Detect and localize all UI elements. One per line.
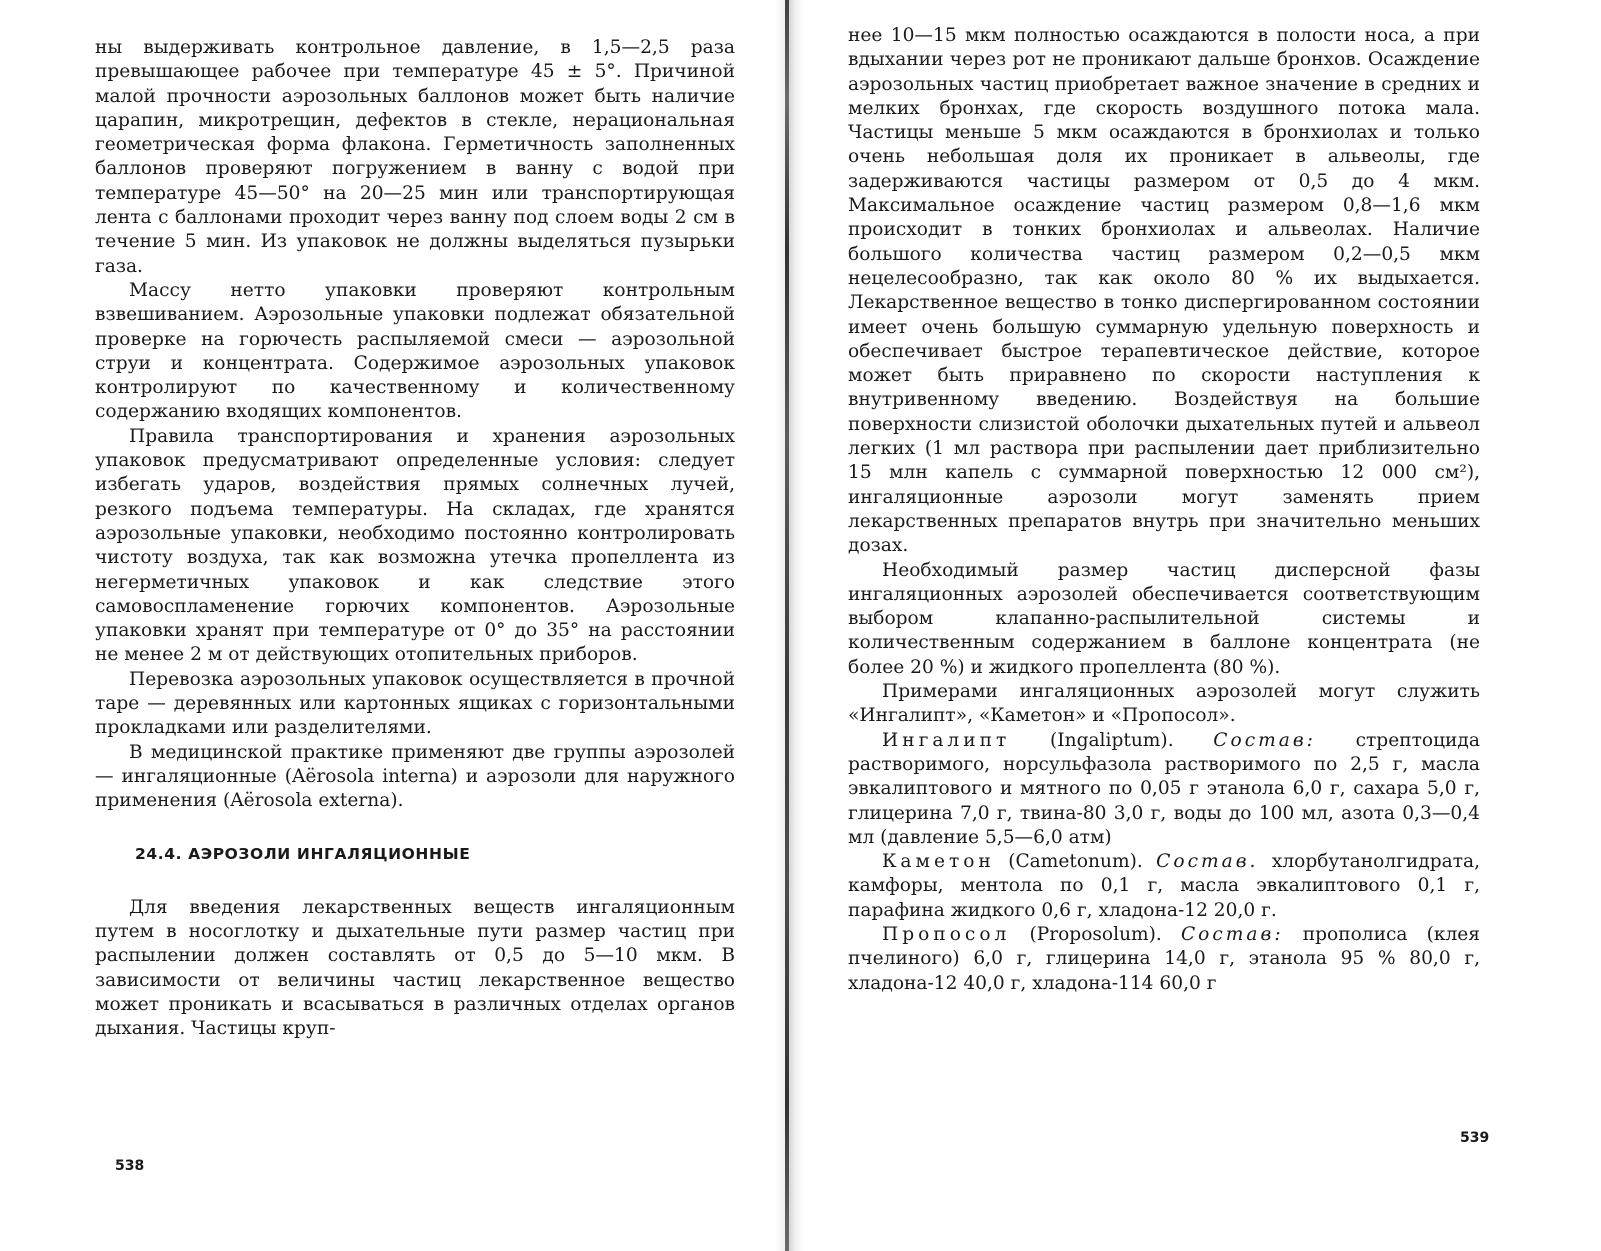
recipe-text: прополиса (клея пчелиного) 6,0 г, глицерина 14,0 г, этанола 95 % 80,0 г, хладона-12 40,0 г, хладона-114 60,0 г — [848, 923, 1480, 994]
paragraph: Примерами ингаляционных аэрозолей могут служить «Ингалипт», «Каметон» и «Пропосол». — [848, 681, 1480, 727]
paragraph: нее 10—15 мкм полностью осаждаются в полости носа, а при вдыхании через рот не проникают дальше бронхов. Осаждение аэрозольных частиц приобретает важное значение в средних и мелких бронхах, где скорость воздушного потока мала. Частицы меньше 5 мкм осаждаются в бронхиолах и только очень небольшая доля их проникает в альвеолы, где задерживаются частицы размером от 0,5 до 4 мкм. Максимальное осаждение частиц размером 0,8—1,6 мкм происходит в тонких бронхиолах и альвеолах. Наличие большого количества частиц размером 0,2—0,5 мкм нецелесообразно, так как около 80 % их выдыхается. Лекарственное вещество в тонко диспергированном состоянии имеет очень большую суммарную удельную поверхность и обеспечивает быстрое терапевтическое действие, которое может быть приравнено по скорости наступления к внутривенному введению. Воздействуя на большие поверхности слизистой оболочки дыхательных путей и альвеол легких (1 мл раствора при распылении дает приблизительно 15 млн капель с суммарной поверхностью 12 000 см²), ингаляционные аэрозоли могут заменять прием лекарственных препаратов внутрь при значительно меньших дозах. — [848, 25, 1480, 557]
paragraph: Для введения лекарственных веществ ингаляционным путем в носоглотку и дыхательные пути размер частиц при распылении должен составлять от 0,5 до 5—10 мкм. В зависимости от величины частиц лекарственное вещество может проникать и всасываться в различных отделах органов дыхания. Частицы круп- — [95, 896, 735, 1040]
recipe-proposol — [848, 923, 1480, 996]
book-gutter — [775, 0, 805, 1251]
gutter-shadow — [775, 0, 805, 1251]
recipe-ingalipt — [848, 729, 1480, 850]
gutter-line — [785, 0, 789, 1251]
recipe-name: Пропосол — [882, 923, 1011, 945]
recipe-label: Состав. — [1156, 851, 1259, 873]
recipe-label: Состав: — [1180, 923, 1284, 945]
left-page — [95, 0, 735, 1251]
recipe-latin: (Proposolum). — [1029, 923, 1162, 945]
recipe-label: Состав: — [1213, 729, 1316, 751]
paragraph: Необходимый размер частиц дисперсной фазы ингаляционных аэрозолей обеспечивается соответствующим выбором клапанно-распылительной системы и количественным содержанием в баллоне концентрата (не более 20 %) и жидкого пропеллента (80 %). — [848, 559, 1480, 678]
paragraph: В медицинской практике применяют две группы аэрозолей — ингаляционные (Aërosola interna) и аэрозоли для наружного применения (Aërosola externa). — [95, 741, 735, 812]
page-number: 538 — [115, 1158, 145, 1174]
paragraph: Правила транспортирования и хранения аэрозольных упаковок предусматривают определенные условия: следует избегать ударов, воздействия прямых солнечных лучей, резкого подъема температуры. На складах, где хранятся аэрозольные упаковки, необходимо постоянно контролировать чистоту воздуха, так как возможна утечка пропеллента из негерметичных упаковок и как следствие этого самовоспламенение горючих компонентов. Аэрозольные упаковки хранят при температуре от 0° до 35° на расстоянии не менее 2 м от действующих отопительных приборов. — [95, 425, 735, 666]
recipe-name: Ингалипт — [882, 729, 1011, 751]
paragraph: Массу нетто упаковки проверяют контрольным взвешиванием. Аэрозольные упаковки подлежат обязательной проверке на горючесть распыляемой смеси — аэрозольной струи и концентрата. Содержимое аэрозольных упаковок контролируют по качественному и количественному содержанию входящих компонентов. — [95, 279, 735, 423]
recipe-latin: (Cametonum). — [1008, 851, 1143, 873]
page-number: 539 — [1460, 1130, 1490, 1146]
recipe-text: стрептоцида растворимого, норсульфазола растворимого по 2,5 г, масла эвкалиптового и мятного по 0,05 г этанола 6,0 г, сахара 5,0 г, глицерина 7,0 г, твина-80 3,0 г, воды до 100 мл, азота 0,3—0,4 мл (давление 5,5—6,0 атм) — [848, 729, 1480, 848]
right-page-text — [848, 24, 1480, 996]
right-page — [848, 0, 1490, 1251]
recipe-name: Каметон — [882, 851, 995, 873]
paragraph: Перевозка аэрозольных упаковок осуществляется в прочной таре — деревянных или картонных ящиках с горизонтальными прокладками или разделителями. — [95, 668, 735, 739]
paragraph: ны выдерживать контрольное давление, в 1,5—2,5 раза превышающее рабочее при температуре 45 ± 5°. Причиной малой прочности аэрозольных баллонов может быть наличие царапин, микротрещин, дефектов в стекле, нерациональная геометрическая форма флакона. Герметичность заполненных баллонов проверяют погружением в ванну с водой при температуре 45—50° на 20—25 мин или транспортирующая лента с баллонами проходит через ванну под слоем воды 2 см в течение 5 мин. Из упаковок не должны выделяться пузырьки газа. — [95, 37, 735, 277]
recipe-latin: (Ingaliptum). — [1050, 729, 1174, 751]
recipe-text: хлорбутанолгидрата, камфоры, ментола по 0,1 г, масла эвкалиптового 0,1 г, парафина жидкого 0,6 г, хладона-12 20,0 г. — [848, 851, 1480, 921]
recipe-kameton — [848, 850, 1480, 923]
section-heading: 24.4. АЭРОЗОЛИ ИНГАЛЯЦИОННЫЕ — [135, 844, 471, 863]
left-page-text — [95, 36, 735, 1042]
